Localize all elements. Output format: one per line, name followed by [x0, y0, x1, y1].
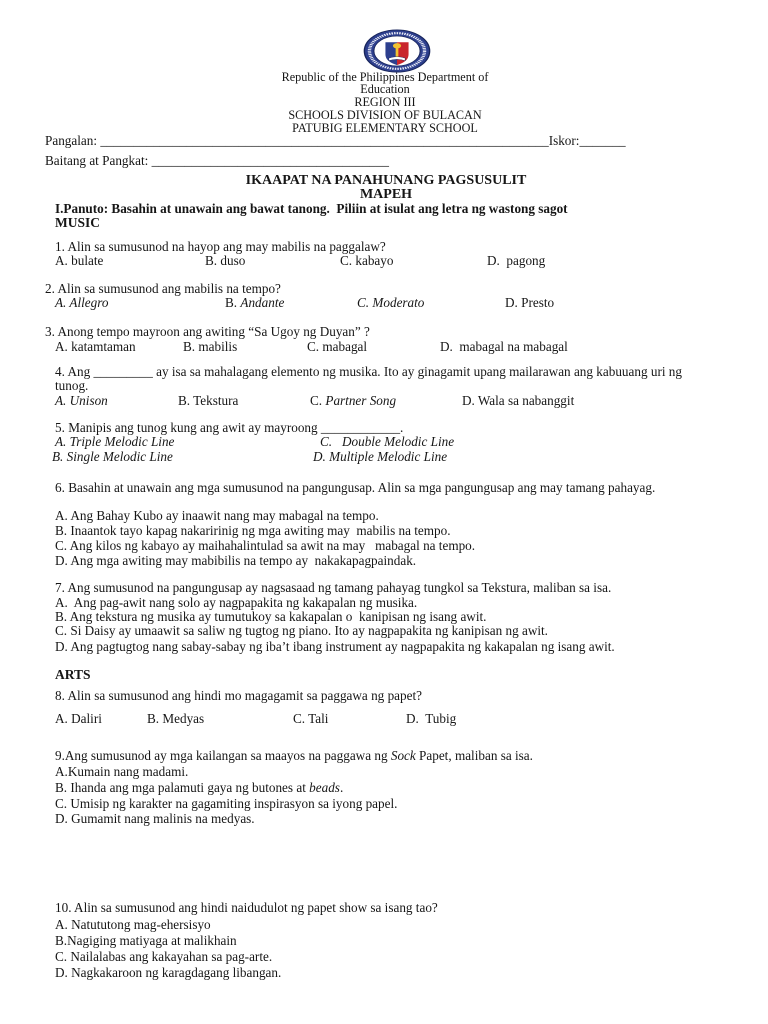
seal-torch-flame — [393, 43, 401, 48]
question-10-text: 10. Alin sa sumusunod ang hindi naidudulot ng papet show sa isang tao? — [55, 900, 438, 915]
choice-text: Partner Song — [325, 393, 397, 408]
choice-letter: C. — [310, 393, 323, 408]
choice-text: Triple Melodic Line — [69, 434, 175, 449]
question-9-choice-b — [55, 780, 343, 795]
question-5-text: 5. Manipis ang tunog kung ang awit ay mayroong ____________. — [55, 420, 404, 435]
question-9-choice-a: A.Kumain nang madami. — [55, 764, 189, 779]
choice-text-part: B. Ihanda ang mga palamuti gaya ng butones at — [55, 780, 310, 795]
question-1-text: 1. Alin sa sumusunod na hayop ang may mabilis na paggalaw? — [55, 239, 386, 254]
choice-text: mabagal na mabagal — [459, 339, 568, 354]
question-4-choice-b — [178, 393, 238, 408]
exam-subject: MAPEH — [359, 187, 413, 202]
choice-letter: D. — [406, 711, 419, 726]
choice-letter: D. — [440, 339, 453, 354]
choice-letter: A. — [55, 339, 68, 354]
choice-letter: A. — [55, 711, 68, 726]
choice-text: kabayo — [355, 253, 394, 268]
choice-letter: B. — [183, 339, 196, 354]
question-8-choice-d — [406, 711, 456, 726]
choice-text: Tekstura — [193, 393, 239, 408]
choice-text: mabagal — [322, 339, 368, 354]
question-3-choices — [0, 339, 768, 354]
choice-text: Double Melodic Line — [341, 434, 455, 449]
exam-title: IKAAPAT NA PANAHUNANG PAGSUSULIT — [245, 173, 527, 188]
choice-letter: C. — [307, 339, 320, 354]
question-6-choice-a: A. Ang Bahay Kubo ay inaawit nang may mabagal na tempo. — [55, 508, 379, 523]
choice-text: Allegro — [69, 295, 109, 310]
question-9-choice-d: D. Gumamit nang malinis na medyas. — [55, 811, 255, 826]
choice-text: Medyas — [162, 711, 205, 726]
question-10-choice-d: D. Nagkakaroon ng karagdagang libangan. — [55, 965, 282, 980]
question-6-choice-d: D. Ang mga awiting may mabibilis na tempo ay nakakapagpaindak. — [55, 553, 417, 568]
choice-text: Moderato — [372, 295, 425, 310]
question-1-choices — [0, 253, 768, 268]
question-4-choices — [0, 393, 768, 408]
name-score-row — [45, 133, 626, 148]
choice-letter: D. — [505, 295, 518, 310]
question-4-choice-d — [462, 393, 574, 408]
question-9-text-part: 9.Ang sumusunod ay mga kailangan sa maayos na paggawa ng — [55, 748, 391, 763]
choice-text: katamtaman — [71, 339, 136, 354]
question-10-choice-b: B.Nagiging matiyaga at malikhain — [55, 933, 237, 948]
question-2-choice-a — [55, 295, 109, 310]
section-heading-music: MUSIC — [55, 215, 101, 230]
question-8-choices — [0, 711, 768, 726]
question-9-text-part: Papet, maliban sa isa. — [415, 748, 533, 763]
choice-letter: B. — [52, 449, 64, 464]
choice-letter: A. — [55, 253, 68, 268]
name-label: Pangalan: — [45, 133, 98, 148]
question-7-choice-d: D. Ang pagtugtog nang sabay-sabay ng iba’t ibang instrument ay nagpapakita ng kakapalan ng isang awit. — [55, 639, 615, 654]
question-3-choice-b — [183, 339, 237, 354]
choice-letter: B. — [205, 253, 218, 268]
header-line-school: PATUBIG ELEMENTARY SCHOOL — [292, 121, 478, 135]
choice-letter: D. — [462, 393, 475, 408]
header-line-department: Education — [360, 82, 410, 96]
question-8-choice-c — [293, 711, 328, 726]
question-2-choice-d — [505, 295, 554, 310]
question-6-choice-c: C. Ang kilos ng kabayo ay maihahalintulad sa awit na may mabagal na tempo. — [55, 538, 476, 553]
question-7-choice-b: B. Ang tekstura ng musika ay tumutukoy sa kakapalan o kanipisan ng isang awit. — [55, 609, 487, 624]
choice-letter: D. — [487, 253, 500, 268]
question-8-choice-a — [55, 711, 102, 726]
question-5-choices-row-1 — [0, 434, 768, 449]
question-7-choice-c: C. Si Daisy ay umaawit sa saliw ng tugtog ng piano. Ito ay nagpapakita ng kanipisan ng awit. — [55, 623, 548, 638]
choice-letter: B. — [178, 393, 191, 408]
header-line-division: SCHOOLS DIVISION OF BULACAN — [288, 108, 482, 122]
choice-letter: C. — [293, 711, 306, 726]
choice-text-part: . — [339, 780, 344, 795]
question-3-text: 3. Anong tempo mayroon ang awiting “Sa Ugoy ng Duyan” ? — [45, 324, 370, 339]
question-2-choices — [0, 295, 768, 310]
choice-text: Unison — [69, 393, 108, 408]
choice-letter: A. — [55, 393, 67, 408]
question-8-choice-b — [147, 711, 204, 726]
choice-letter: B. — [225, 295, 238, 310]
choice-letter: B. — [147, 711, 160, 726]
question-2-text: 2. Alin sa sumusunod ang mabilis na tempo? — [45, 281, 281, 296]
choice-letter: C. — [357, 295, 370, 310]
question-5-choice-b — [52, 449, 173, 464]
score-blank: _______ — [579, 133, 626, 148]
question-10-choice-c: C. Nailalabas ang kakayahan sa pag-arte. — [55, 949, 273, 964]
header-line-region: REGION III — [354, 95, 416, 109]
question-2-choice-b — [225, 295, 284, 310]
question-8-text: 8. Alin sa sumusunod ang hindi mo magagamit sa paggawa ng papet? — [55, 688, 422, 703]
question-1-choice-d — [487, 253, 545, 268]
choice-letter: A. — [55, 434, 67, 449]
question-4-text-line-1: 4. Ang _________ ay isa sa mahalagang elemento ng musika. Ito ay ginagamit upang mailarawan ang kabuuang uri ng — [55, 364, 682, 379]
question-5-choice-d — [313, 449, 447, 464]
choice-letter: C. — [340, 253, 353, 268]
choice-letter: C. — [320, 434, 333, 449]
question-7-text: 7. Ang sumusunod na pangungusap ay nagsasaad ng tamang pahayag tungkol sa Tekstura, maliban sa isa. — [55, 580, 612, 595]
question-5-choice-c — [320, 434, 454, 449]
question-3-choice-c — [307, 339, 367, 354]
question-9-choice-c: C. Umisip ng karakter na gagamiting inspirasyon sa iyong papel. — [55, 796, 398, 811]
choice-text-emphasis: beads — [309, 780, 340, 795]
question-9-text — [55, 748, 533, 763]
choice-text: duso — [220, 253, 246, 268]
choice-text: Tali — [308, 711, 329, 726]
choice-text: mabilis — [198, 339, 238, 354]
choice-text: pagong — [506, 253, 546, 268]
grade-section-label: Baitang at Pangkat: — [45, 153, 149, 168]
choice-text: Presto — [521, 295, 555, 310]
choice-letter: A. — [55, 295, 67, 310]
header-line-republic: Republic of the Philippines Department of — [281, 70, 489, 84]
question-5-choices-row-2 — [0, 449, 768, 464]
question-4-choice-a — [55, 393, 108, 408]
deped-seal-icon — [363, 29, 431, 73]
score-label: Iskor: — [548, 133, 580, 148]
name-blank: ____________________________________________________________________ — [100, 133, 549, 148]
question-1-choice-b — [205, 253, 245, 268]
choice-letter: D. — [313, 449, 326, 464]
grade-section-blank: ____________________________________ — [151, 153, 389, 168]
question-1-choice-c — [340, 253, 393, 268]
question-7-choice-a: A. Ang pag-awit nang solo ay nagpapakita ng kakapalan ng musika. — [55, 595, 418, 610]
question-3-choice-d — [440, 339, 568, 354]
choice-text: Wala sa nabanggit — [477, 393, 575, 408]
question-4-text-line-2: tunog. — [55, 378, 89, 393]
question-2-choice-c — [357, 295, 424, 310]
section-heading-arts: ARTS — [55, 667, 91, 682]
choice-text: Daliri — [71, 711, 102, 726]
question-3-choice-a — [55, 339, 136, 354]
question-9-text-emphasis: Sock — [390, 748, 416, 763]
question-5-choice-a — [55, 434, 174, 449]
choice-text: Multiple Melodic Line — [329, 449, 448, 464]
question-6-choice-b: B. Inaantok tayo kapag nakaririnig ng mga awiting may mabilis na tempo. — [55, 523, 451, 538]
question-1-choice-a — [55, 253, 103, 268]
exam-instructions: I.Panuto: Basahin at unawain ang bawat tanong. Piliin at isulat ang letra ng wastong sagot — [55, 201, 568, 216]
choice-text: Andante — [240, 295, 285, 310]
choice-text: bulate — [71, 253, 104, 268]
question-4-choice-c — [310, 393, 396, 408]
seal-torch-handle — [396, 47, 399, 57]
question-10-choice-a: A. Natututong mag-ehersisyo — [55, 917, 211, 932]
grade-section-row — [45, 153, 389, 168]
choice-text: Tubig — [425, 711, 457, 726]
question-6-text: 6. Basahin at unawain ang mga sumusunod na pangungusap. Alin sa mga pangungusap ang may tamang pahayag. — [55, 480, 656, 495]
choice-text: Single Melodic Line — [66, 449, 173, 464]
